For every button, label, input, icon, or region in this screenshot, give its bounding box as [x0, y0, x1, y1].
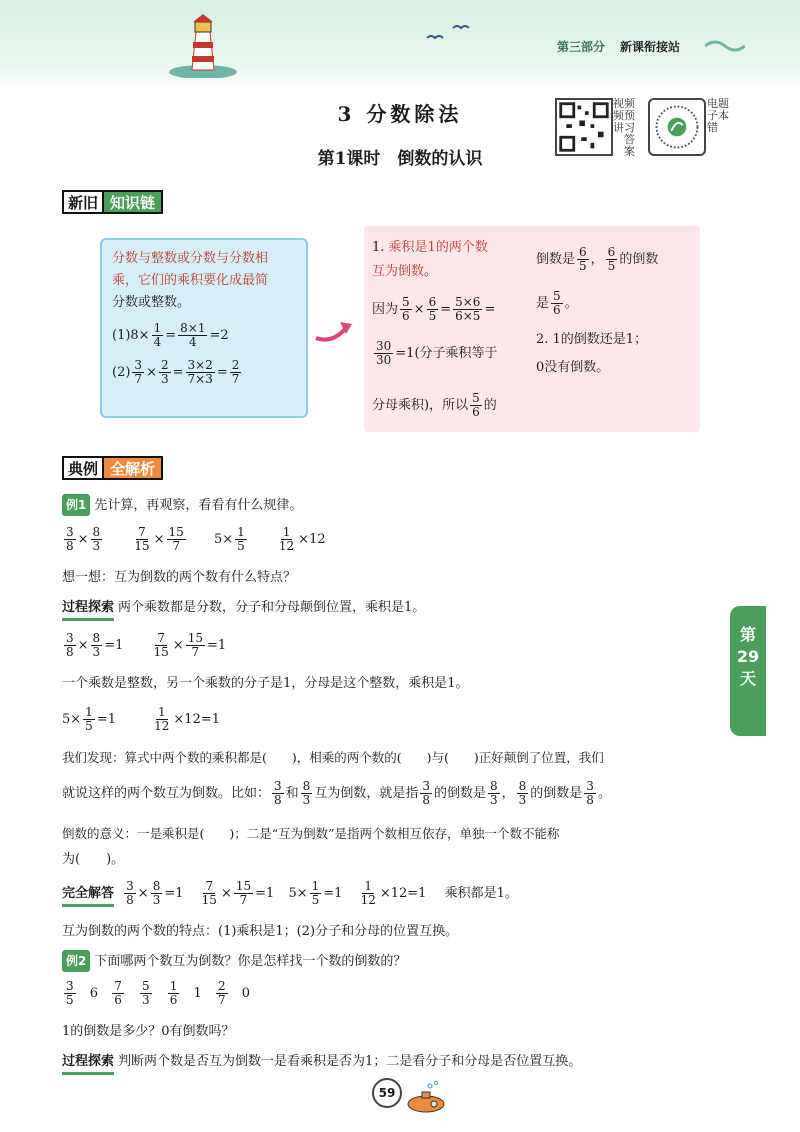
example-1-discover-1: 我们发现：算式中两个数的乘积都是( )，相乘的两个数的( )与( )正好颠倒了位置，我们 [62, 750, 604, 765]
section-tag-b: 知识链 [102, 190, 163, 214]
example-2-numbers: $\frac{3}{5}$ 6 $\frac{7}{6}$ $\frac{5}{3}$ $\frac{1}{6}$ 1 $\frac{2}{7}$ 0 [66, 979, 251, 1007]
review-line: 乘，它们的乘积要化成最简 [112, 273, 269, 288]
lighthouse-icon [168, 12, 238, 78]
lesson-title: 第1课时 倒数的认识 [317, 149, 483, 169]
section-tag-a: 新旧 [62, 190, 102, 214]
qr-code-video-icon[interactable] [555, 98, 613, 156]
new-line-2: 互为倒数。 [372, 264, 438, 279]
new-line-5: 分母乘积)，所以 $\frac{5}{6}$ 的 [372, 391, 497, 419]
section-tag-knowledge [62, 190, 163, 214]
qr-caption-col2: 频预习答案 [624, 97, 635, 158]
example-1-process-eq-2: 5× $\frac{1}{5}$ =1 $\frac{1}{12}$ ×12=1 [62, 705, 221, 733]
day-side-tab: 第 29 天 [730, 606, 766, 736]
example-1-think: 想一想：互为倒数的两个数有什么特点？ [62, 570, 297, 585]
birds-icon [425, 22, 475, 44]
example-1-meaning-2: 为( )。 [62, 852, 125, 867]
part-title: 新课衔接站 [620, 40, 681, 54]
example-1-process-eq: $\frac{3}{8}$ × $\frac{8}{3}$ =1 $\frac{7}{15}$ × $\frac{15}{7}$ =1 [66, 631, 227, 659]
fraction: $\frac{1}{4}$ [153, 321, 162, 349]
qr-caption-col4: 题本 [718, 97, 729, 122]
qr-code-error-book-icon[interactable] [648, 98, 706, 156]
review-box [100, 238, 308, 418]
example-1-process-2: 一个乘数是整数，另一个乘数的分子是1，分母是这个整数，乘积是1。 [62, 676, 469, 691]
review-line: 分数或整数。 [112, 295, 191, 310]
example-1-label: 例1 [62, 494, 90, 516]
arrow-right-icon [314, 316, 354, 346]
review-line: 分数与整数或分数与分数相 [112, 251, 269, 266]
new-line-1: 1. 乘积是1的两个数 [372, 240, 488, 255]
submarine-icon [400, 1080, 448, 1114]
new-right-4: 0没有倒数。 [536, 360, 610, 375]
qr-caption-col3: 电子错 [707, 97, 718, 134]
example-1-expressions: $\frac{3}{8}$ × $\frac{8}{3}$ $\frac{7}{15}$ × $\frac{15}{7}$ 5× $\frac{1}{5}$ $\frac{1}{12}$ ×12 [66, 525, 326, 553]
new-right-3: 2. 1的倒数还是1； [536, 332, 648, 347]
new-line-4: $\frac{30}{30}$ =1(分子乘积等于 [376, 339, 498, 367]
fraction: $\frac{2}{7}$ [231, 358, 240, 386]
review-example-2: (2) $\frac{3}{7}$ × $\frac{2}{3}$ = $\frac{3\times 2}{7\times 3}$ = $\frac{2}{7}$ [112, 358, 240, 386]
example-2-label: 例2 [62, 950, 90, 972]
example-2-prompt: 例2 下面哪两个数互为倒数？你是怎样找一个数的倒数的？ [62, 950, 406, 972]
example-1-feature: 互为倒数的两个数的特点：(1)乘积是1；(2)分子和分母的位置互换。 [62, 924, 459, 939]
part-label: 第三部分 [557, 40, 606, 54]
process-label: 过程探索 [62, 598, 114, 621]
process-label: 过程探索 [62, 1052, 114, 1075]
review-example-1: (1)8× $\frac{1}{4}$ = $\frac{8\times 1}{4}$ =2 [112, 321, 229, 349]
section-tag-c: 全解析 [102, 456, 163, 480]
new-right-1: 倒数是 $\frac{6}{5}$ ， $\frac{6}{5}$ 的倒数 [536, 245, 659, 273]
section-tag-a: 典例 [62, 456, 102, 480]
example-1-process: 过程探索 两个乘数都是分数，分子和分母颠倒位置，乘积是1。 [62, 598, 425, 621]
page-number: 59 [372, 1078, 402, 1108]
example-2-process: 过程探索 判断两个数是否互为倒数一是看乘积是否为1；二是看分子和分母是否位置互换。 [62, 1052, 581, 1075]
example-2-question: 1的倒数是多少？0有倒数吗？ [62, 1024, 235, 1039]
example-1-prompt: 例1 先计算，再观察，看看有什么规律。 [62, 494, 302, 516]
fraction: $\frac{8\times 1}{4}$ [180, 321, 206, 349]
fraction: $\frac{2}{3}$ [160, 358, 169, 386]
fraction: $\frac{3\times 2}{7\times 3}$ [187, 358, 213, 386]
section-tag-examples [62, 456, 163, 480]
fraction: $\frac{3}{7}$ [134, 358, 143, 386]
example-1-discover-2: 就说这样的两个数互为倒数。比如： $\frac{3}{8}$ 和 $\frac{8}{3}$ 互为倒数，就是指 $\frac{3}{8}$ 的倒数是 $\frac{8}{3}$ ， $\frac{8}{3}$ 的倒数是 $\frac{3}{8}$ 。 [62, 779, 611, 807]
wave-decoration-icon [705, 34, 745, 54]
qr-caption-col1: 视频讲 [613, 97, 624, 134]
example-1-meaning-1: 倒数的意义：一是乘积是( )；二是“互为倒数”是指两个数相互依存，单独一个数不能称 [62, 826, 560, 841]
answer-label: 完全解答 [62, 884, 114, 907]
new-right-2: 是 $\frac{5}{6}$ 。 [536, 289, 578, 317]
example-1-answer: 完全解答 $\frac{3}{8}$ × $\frac{8}{3}$ =1 $\frac{7}{15}$ × $\frac{15}{7}$ =1 5× $\frac{1}{5}$ =1 $\frac{1}{12}$ ×12=1 乘积都是1。 [62, 879, 518, 907]
new-line-3: 因为 $\frac{5}{6}$ × $\frac{6}{5}$ = $\frac{5\times 6}{6\times 5}$ = [372, 295, 496, 323]
chapter-title: 3 分数除法 [337, 102, 463, 126]
